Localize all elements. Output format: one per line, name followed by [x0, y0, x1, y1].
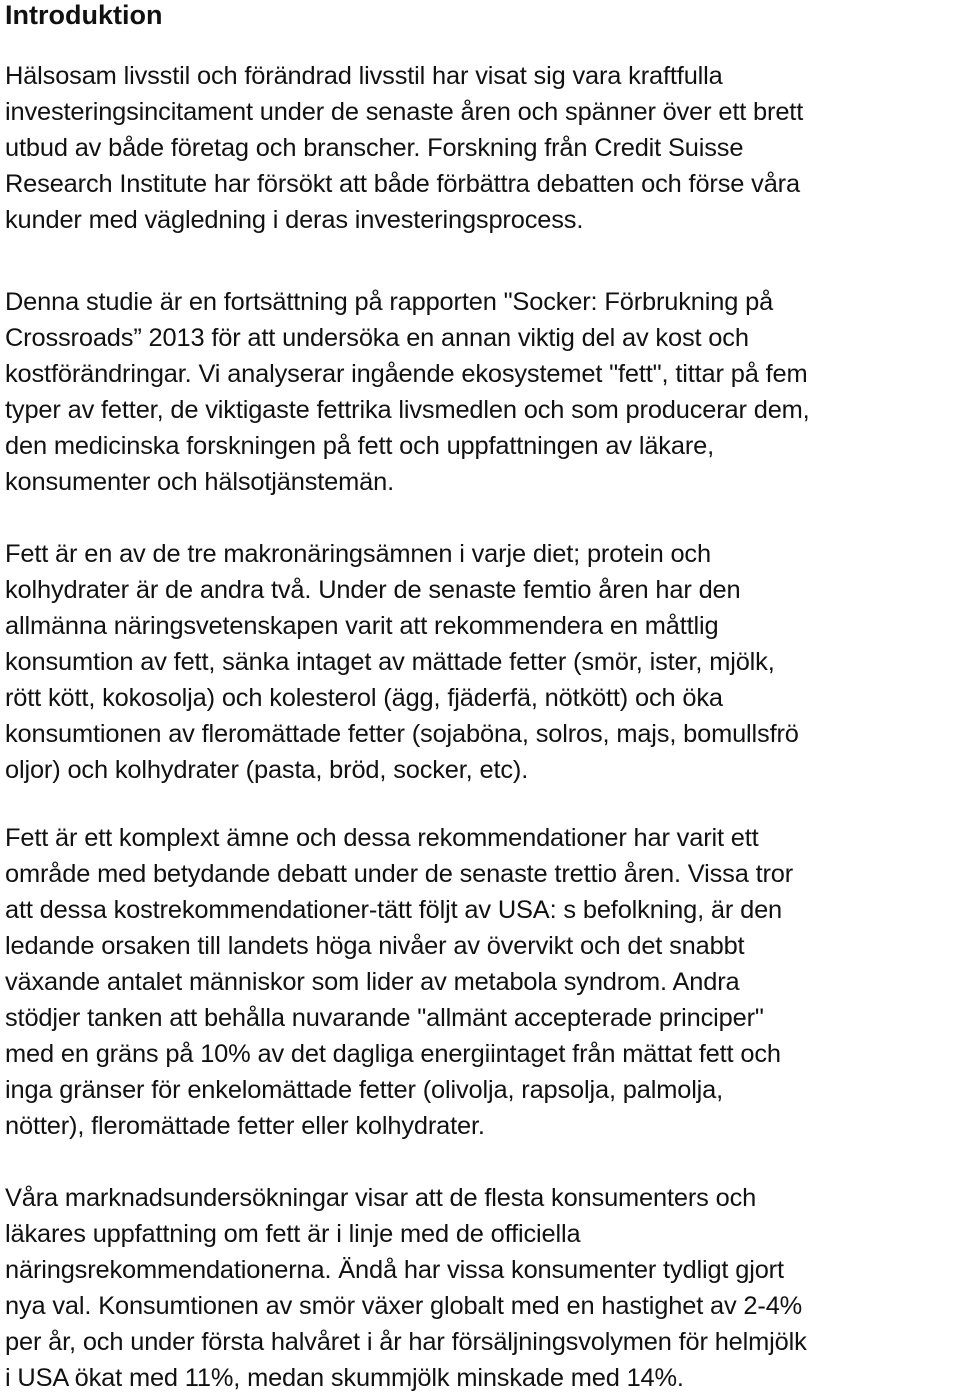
- text-line: näringsrekommendationerna. Ändå har vissa konsumenter tydligt gjort: [5, 1256, 784, 1284]
- text-line: Hälsosam livsstil och förändrad livsstil har visat sig vara kraftfulla: [5, 62, 723, 90]
- text-line: utbud av både företag och branscher. Forskning från Credit Suisse: [5, 134, 744, 162]
- text-line: Research Institute har försökt att både förbättra debatten och förse våra: [5, 170, 800, 198]
- paragraph-intro: [5, 58, 803, 238]
- paragraph-study: [5, 284, 810, 500]
- text-line: i USA ökat med 11%, medan skummjölk minskade med 14%.: [5, 1364, 684, 1392]
- text-line: typer av fetter, de viktigaste fettrika livsmedlen och som producerar dem,: [5, 396, 810, 424]
- text-line: med en gräns på 10% av det dagliga energiintaget från mättat fett och: [5, 1040, 781, 1068]
- text-line: kostförändringar. Vi analyserar ingående ekosystemet "fett", tittar på fem: [5, 360, 808, 388]
- text-line: Denna studie är en fortsättning på rapporten "Socker: Förbrukning på: [5, 288, 774, 316]
- text-line: konsumenter och hälsotjänstemän.: [5, 468, 394, 496]
- text-line: konsumtion av fett, sänka intaget av mättade fetter (smör, ister, mjölk,: [5, 648, 775, 676]
- paragraph-macronutrients: [5, 536, 799, 788]
- text-line: inga gränser för enkelomättade fetter (olivolja, rapsolja, palmolja,: [5, 1076, 724, 1104]
- text-line: kunder med vägledning i deras investeringsprocess.: [5, 206, 584, 234]
- text-line: Crossroads” 2013 för att undersöka en annan viktig del av kost och: [5, 324, 749, 352]
- text-line: område med betydande debatt under de senaste trettio åren. Vissa tror: [5, 860, 794, 888]
- text-line: den medicinska forskningen på fett och uppfattningen av läkare,: [5, 432, 715, 460]
- text-line: kolhydrater är de andra två. Under de senaste femtio åren har den: [5, 576, 741, 604]
- text-line: konsumtionen av fleromättade fetter (sojaböna, solros, majs, bomullsfrö: [5, 720, 799, 748]
- text-line: Fett är en av de tre makronäringsämnen i varje diet; protein och: [5, 540, 711, 568]
- text-line: oljor) och kolhydrater (pasta, bröd, socker, etc).: [5, 756, 529, 784]
- text-line: stödjer tanken att behålla nuvarande "allmänt accepterade principer": [5, 1004, 764, 1032]
- text-line: ledande orsaken till landets höga nivåer av övervikt och det snabbt: [5, 932, 745, 960]
- paragraph-debate: [5, 820, 793, 1144]
- text-line: att dessa kostrekommendationer-tätt följt av USA: s befolkning, är den: [5, 896, 783, 924]
- text-line: rött kött, kokosolja) och kolesterol (ägg, fjäderfä, nötkött) och öka: [5, 684, 723, 712]
- text-line: Våra marknadsundersökningar visar att de flesta konsumenters och: [5, 1184, 757, 1212]
- text-line: Fett är ett komplext ämne och dessa rekommendationer har varit ett: [5, 824, 759, 852]
- text-line: nötter), fleromättade fetter eller kolhydrater.: [5, 1112, 485, 1140]
- text-line: investeringsincitament under de senaste åren och spänner över ett brett: [5, 98, 804, 126]
- paragraph-market-research: [5, 1180, 807, 1396]
- text-line: allmänna näringsvetenskapen varit att rekommendera en måttlig: [5, 612, 719, 640]
- text-line: växande antalet människor som lider av metabola syndrom. Andra: [5, 968, 740, 996]
- text-line: nya val. Konsumtionen av smör växer globalt med en hastighet av 2-4%: [5, 1292, 803, 1320]
- text-line: läkares uppfattning om fett är i linje med de officiella: [5, 1220, 581, 1248]
- page-title: Introduktion: [5, 0, 163, 30]
- text-line: per år, och under första halvåret i år har försäljningsvolymen för helmjölk: [5, 1328, 807, 1356]
